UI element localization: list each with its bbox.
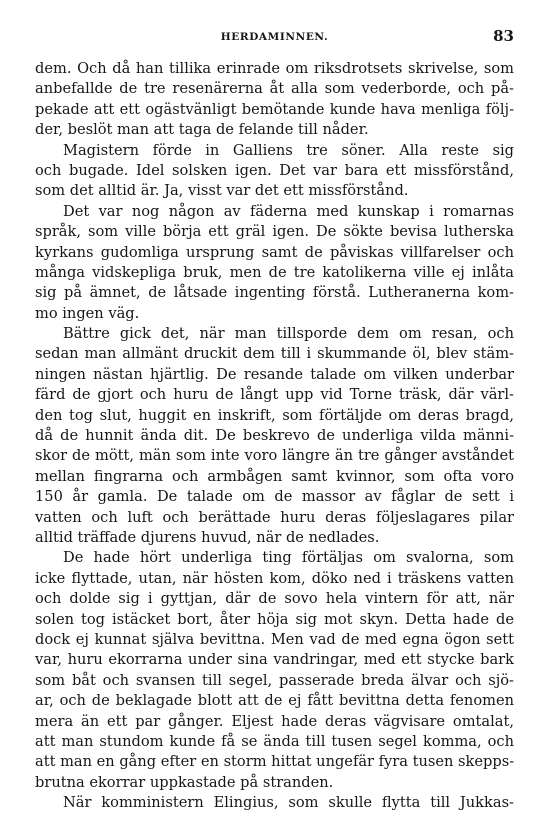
- text-line: mo ingen väg.: [35, 304, 140, 322]
- text-line: dock ej kunnat själva bevittna. Men vad de med egna ögon sett: [35, 630, 514, 648]
- text-line: brutna ekorrar uppkastade på stranden.: [35, 773, 334, 791]
- text-line: sedan man allmänt druckit dem till i skummande öl, blev stäm-: [35, 345, 514, 363]
- text-line: då de hunnit ända dit. De beskrevo de underliga vilda männi-: [35, 427, 514, 445]
- text-line: De hade hört underliga ting förtäljas om svalorna, som: [63, 549, 514, 567]
- text-line: var, huru ekorrarna under sina vandringar, med ett stycke bark: [35, 651, 514, 669]
- text-line: ningen nästan hjärtlig. De resande talade om vilken underbar: [35, 365, 514, 383]
- text-line: icke flyttade, utan, när hösten kom, döko ned i träskens vatten: [35, 569, 514, 587]
- text-line: Magistern förde in Galliens tre söner. Alla reste sig: [63, 141, 514, 159]
- text-line: Det var nog någon av fäderna med kunskap i romarnas: [63, 202, 514, 220]
- text-line: mellan fingrarna och armbågen samt kvinnor, som ofta voro: [35, 467, 514, 485]
- text-line: att man en gång efter en storm hittat ungefär fyra tusen skepps-: [35, 753, 514, 771]
- text-line: att man stundom kunde få se ända till tusen segel komma, och: [35, 732, 514, 750]
- running-title: HERDAMINNEN.: [220, 31, 329, 43]
- text-line: kyrkans gudomliga ursprung samt de påviskas villfarelser och: [35, 243, 514, 261]
- text-line: solen tog istäcket bort, åter höja sig mot skyn. Detta hade de: [35, 610, 514, 628]
- text-line: dem. Och då han tillika erinrade om riksdrotsets skrivelse, som: [35, 60, 514, 77]
- text-line: och bugade. Idel solsken igen. Det var bara ett missförstånd,: [35, 161, 514, 179]
- text-line: När komministern Elingius, som skulle flytta till Jukkas-: [63, 794, 514, 812]
- text-line: 150 år gamla. De talade om de massor av fåglar de sett i: [35, 488, 514, 506]
- text-line: språk, som ville börja ett gräl igen. De sökte bevisa lutherska: [35, 223, 514, 241]
- text-line: skor de mött, män som inte voro längre än tre gånger avståndet: [35, 447, 514, 465]
- text-line: och dolde sig i gyttjan, där de sovo hela vintern för att, när: [35, 590, 514, 608]
- text-line: anbefallde de tre resenärerna åt alla som vederborde, och på-: [35, 80, 514, 98]
- text-line: der, beslöt man att taga de felande till nåder.: [35, 121, 369, 139]
- text-line: sig på ämnet, de låtsade ingenting förstå. Lutheranerna kom-: [35, 284, 514, 302]
- text-line: som båt och svansen till segel, passerade breda älvar och sjö-: [35, 671, 514, 689]
- text-line: den tog slut, huggit en inskrift, som förtäljde om deras bragd,: [35, 406, 514, 424]
- page-header: [35, 0, 514, 56]
- text-line: alltid träffade djurens huvud, när de nedlades.: [35, 528, 380, 546]
- body-text: [35, 59, 514, 813]
- text-line: färd de gjort och huru de långt upp vid Torne träsk, där värl-: [35, 386, 514, 404]
- page-number: 83: [493, 27, 514, 45]
- text-line: mera än ett par gånger. Eljest hade deras vägvisare omtalat,: [35, 712, 514, 730]
- text-line: vatten och luft och berättade huru deras följeslagares pilar: [35, 508, 514, 526]
- text-line: ar, och de beklagade blott att de ej fått bevittna detta fenomen: [35, 692, 514, 710]
- text-line: många vidskepliga bruk, men de tre katolikerna ville ej inlåta: [35, 263, 514, 281]
- text-line: som det alltid är. Ja, visst var det ett missförstånd.: [35, 182, 409, 200]
- text-line: Bättre gick det, när man tillsporde dem om resan, och: [63, 325, 514, 343]
- text-line: pekade att ett ogästvänligt bemötande kunde hava menliga följ-: [35, 100, 514, 118]
